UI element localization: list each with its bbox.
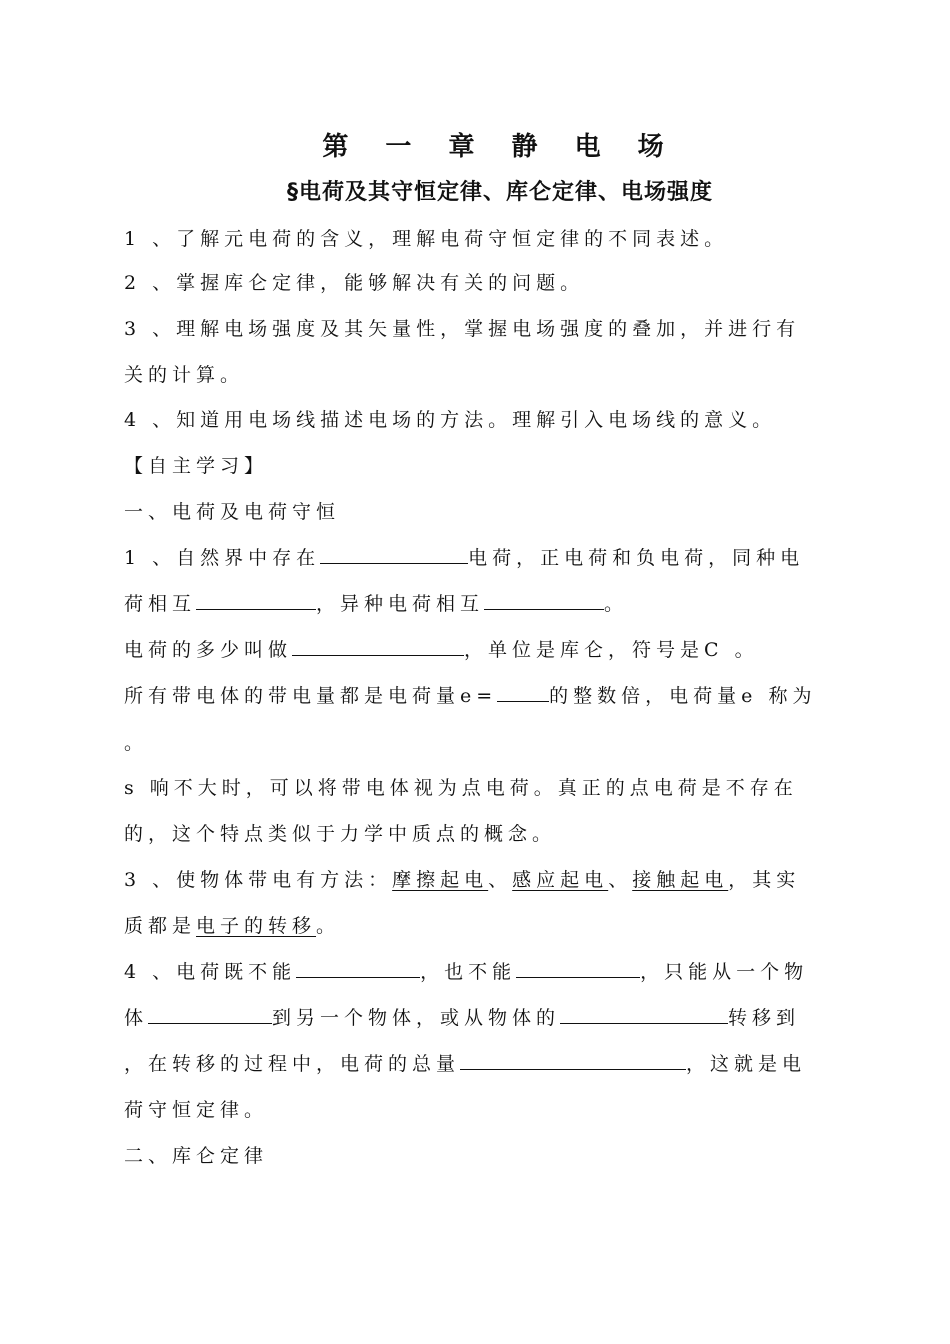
fill-blank[interactable] (516, 959, 640, 978)
section-2-heading: 二、库仑定律 (124, 1145, 269, 1167)
fill-blank[interactable] (320, 545, 468, 564)
separator: 、 (608, 869, 633, 891)
electron-transfer: 电子的转移 (196, 915, 317, 937)
item-1-line-1 (124, 545, 824, 571)
item-1-line-2 (124, 591, 824, 617)
item-1-text-c: 荷相互 (124, 593, 197, 615)
item-3-text-c: 质都是 (124, 915, 197, 937)
item-4-line-2 (124, 1005, 824, 1031)
item-1-text-b: 电荷，正电荷和负电荷，同种电 (468, 547, 805, 569)
item-1-text-a: 1 、自然界中存在 (124, 547, 321, 569)
item-3-line-2 (124, 913, 824, 939)
charge-text-a: 所有带电体的带电量都是电荷量e= (124, 685, 498, 707)
charge-text-b: 的整数倍，电荷量e 称为 (549, 685, 817, 707)
fill-blank[interactable] (560, 1005, 728, 1024)
item-4-text-a: 4 、电荷既不能 (124, 961, 297, 983)
fill-blank[interactable] (460, 1051, 686, 1070)
fill-blank[interactable] (296, 959, 420, 978)
method-contact: 接触起电 (632, 869, 729, 891)
objective-3: 3 、理解电场强度及其矢量性，掌握电场强度的叠加，并进行有 (124, 318, 801, 340)
fill-blank[interactable] (292, 637, 464, 656)
item-4-text-b: ，也不能 (420, 961, 517, 983)
quantity-text-b: ，单位是库仑，符号是C 。 (464, 639, 759, 661)
item-1-text-e: 。 (604, 593, 629, 615)
item-3-text-a: 3 、使物体带电有方法： (124, 869, 393, 891)
item-3-line-1 (124, 867, 824, 893)
point-charge-line-2: 的，这个特点类似于力学中质点的概念。 (124, 823, 557, 845)
item-4-line-3 (124, 1051, 824, 1077)
self-study-heading: 【自主学习】 (124, 455, 269, 477)
objective-4: 4 、知道用电场线描述电场的方法。理解引入电场线的意义。 (124, 409, 777, 431)
objective-2: 2 、掌握库仑定律，能够解决有关的问题。 (124, 272, 585, 294)
objective-3-continued: 关的计算。 (124, 364, 245, 386)
point-charge-line-1: s 响不大时，可以将带电体视为点电荷。真正的点电荷是不存在 (124, 777, 798, 799)
fill-blank[interactable] (484, 591, 604, 610)
elementary-charge-line (124, 683, 824, 709)
item-4-text-f: 转移到 (728, 1007, 801, 1029)
item-4-text-e: 到另一个物体，或从物体的 (272, 1007, 561, 1029)
charge-continued-line: 。 (124, 732, 149, 754)
method-friction: 摩擦起电 (392, 869, 489, 891)
item-4-text-d: 体 (124, 1007, 149, 1029)
item-4-line-1 (124, 959, 824, 985)
item-4-text-g: ，在转移的过程中，电荷的总量 (124, 1053, 461, 1075)
quantity-text-a: 电荷的多少叫做 (124, 639, 293, 661)
separator: 、 (488, 869, 513, 891)
item-1-text-d: ，异种电荷相互 (316, 593, 485, 615)
fill-blank[interactable] (497, 683, 549, 702)
item-4-text-h: ，这就是电 (686, 1053, 807, 1075)
fill-blank[interactable] (148, 1005, 272, 1024)
section-1-heading: 一、电荷及电荷守恒 (124, 501, 341, 523)
item-3-text-e: 。 (316, 915, 341, 937)
method-induction: 感应起电 (512, 869, 609, 891)
objective-1: 1 、了解元电荷的含义，理解电荷守恒定律的不同表述。 (124, 228, 729, 250)
item-4-text-c: ，只能从一个物 (640, 961, 809, 983)
item-3-text-b: ，其实 (728, 869, 801, 891)
charge-quantity-line (124, 637, 824, 663)
fill-blank[interactable] (196, 591, 316, 610)
section-subtitle: §电荷及其守恒定律、库仑定律、电场强度 (286, 180, 713, 205)
chapter-title: 第 一 章 静 电 场 (322, 132, 678, 162)
item-4-line-4: 荷守恒定律。 (124, 1099, 269, 1121)
